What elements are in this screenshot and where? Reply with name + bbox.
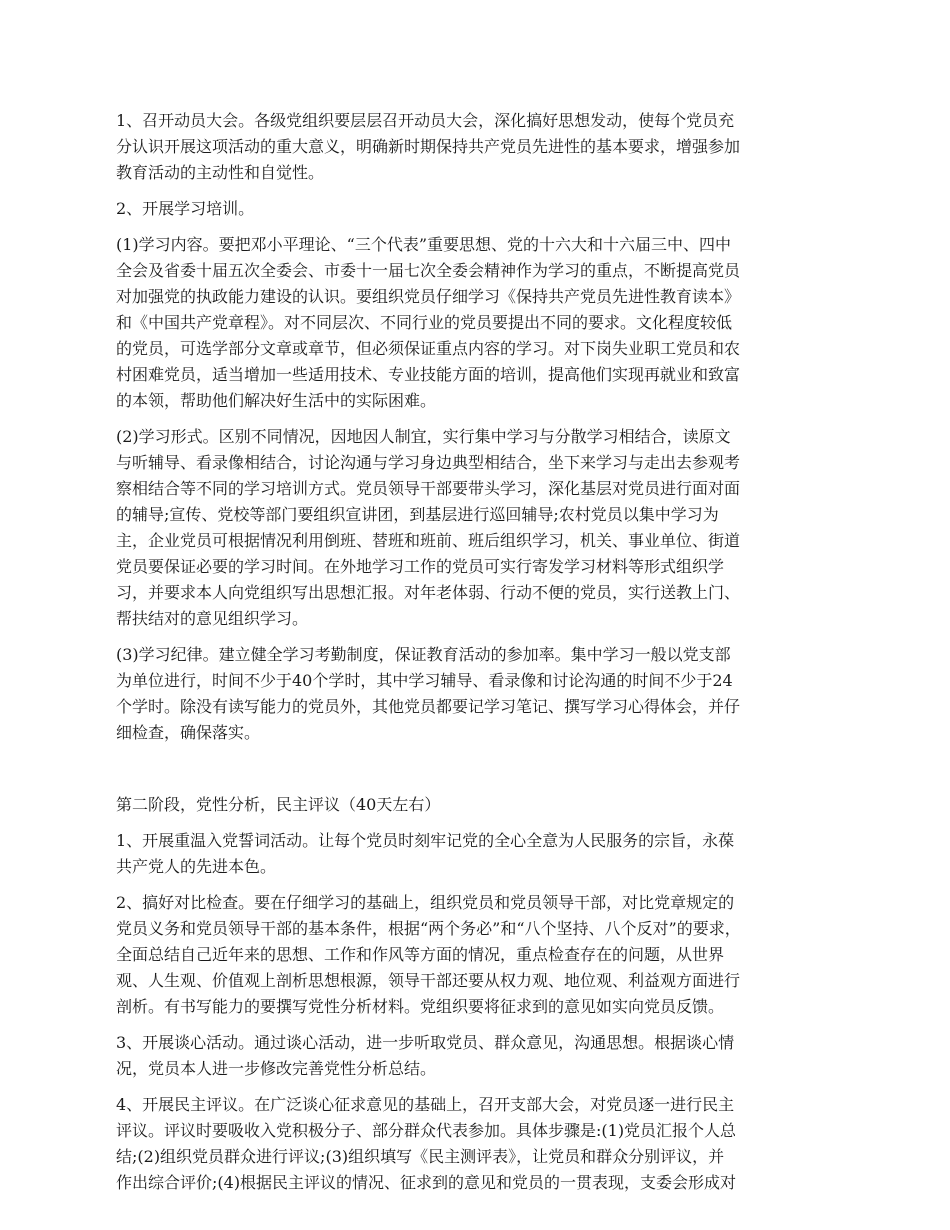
paragraph-study-training-heading (116, 196, 840, 222)
text-line: 结;(2)组织党员群众进行评议;(3)组织填写《民主测评表》，让党员和群众分别评议，并 (116, 1147, 725, 1166)
text-line: 和《中国共产党章程》。对不同层次、不同行业的党员要提出不同的要求。文化程度较低 (116, 313, 733, 332)
paragraph-heart-talk (116, 1030, 840, 1082)
text-line: 党员要保证必要的学习时间。在外地学习工作的党员可实行寄发学习材料等形式组织学 (116, 557, 725, 576)
paragraph-oath-review (116, 828, 840, 880)
text-line: 1、开展重温入党誓词活动。让每个党员时刻牢记党的全心全意为人民服务的宗旨，永葆 (116, 831, 735, 850)
text-line: 的辅导;宣传、党校等部门要组织宣讲团，到基层进行巡回辅导;农村党员以集中学习为 (116, 505, 719, 524)
paragraph-study-format (116, 424, 840, 632)
text-line: 1、召开动员大会。各级党组织要层层召开动员大会，深化搞好思想发动，使每个党员充 (116, 111, 735, 130)
text-line: 作出综合评价;(4)根据民主评议的情况、征求到的意见和党员的一贯表现，支委会形成对 (116, 1173, 737, 1192)
paragraph-study-content (116, 232, 840, 414)
text-line: 帮扶结对的意见组织学习。 (116, 609, 309, 628)
text-line: 4、开展民主评议。在广泛谈心征求意见的基础上，召开支部大会，对党员逐一进行民主 (116, 1095, 735, 1114)
text-line: 察相结合等不同的学习培训方式。党员领导干部要带头学习，深化基层对党员进行面对面 (116, 479, 741, 498)
text-line: 观、人生观、价值观上剖析思想根源，领导干部还要从权力观、地位观、利益观方面进行 (116, 971, 741, 990)
text-line: 对加强党的执政能力建设的认识。要组织党员仔细学习《保持共产党员先进性教育读本》 (116, 287, 741, 306)
text-line: 全面总结自己近年来的思想、工作和作风等方面的情况，重点检查存在的问题，从世界 (116, 945, 725, 964)
document-page (116, 108, 840, 1206)
paragraph-study-discipline (116, 642, 840, 746)
text-line: (2)学习形式。区别不同情况，因地因人制宜，实行集中学习与分散学习相结合，读原文 (116, 427, 731, 446)
text-line: 个学时。除没有读写能力的党员外，其他党员都要记学习笔记、撰写学习心得体会，并仔 (116, 697, 741, 716)
text-line: 况，党员本人进一步修改完善党性分析总结。 (116, 1059, 437, 1078)
text-line: 教育活动的主动性和自觉性。 (116, 163, 325, 182)
text-line: (3)学习纪律。建立健全学习考勤制度，保证教育活动的参加率。集中学习一般以党支部 (116, 645, 731, 664)
text-line: 党员义务和党员领导干部的基本条件，根据“两个务必”和“八个坚持、八个反对”的要求， (116, 919, 741, 938)
text-line: 剖析。有书写能力的要撰写党性分析材料。党组织要将征求到的意见如实向党员反馈。 (116, 997, 725, 1016)
text-line: 与听辅导、看录像相结合，讨论沟通与学习身边典型相结合，坐下来学习与走出去参观考 (116, 453, 741, 472)
text-line: 为单位进行，时间不少于40个学时，其中学习辅导、看录像和讨论沟通的时间不少于24 (116, 671, 733, 690)
text-line: 2、开展学习培训。 (116, 199, 255, 218)
text-line: 2、搞好对比检查。要在仔细学习的基础上，组织党员和党员领导干部，对比党章规定的 (116, 893, 735, 912)
text-line: 3、开展谈心活动。通过谈心活动，进一步听取党员、群众意见，沟通思想。根据谈心情 (116, 1033, 735, 1052)
text-line: 第二阶段，党性分析，民主评议（40天左右） (116, 795, 441, 814)
text-line: 村困难党员，适当增加一些适用技术、专业技能方面的培训，提高他们实现再就业和致富 (116, 365, 741, 384)
section-heading-stage-two (116, 792, 840, 818)
text-line: 主，企业党员可根据情况利用倒班、替班和班前、班后组织学习，机关、事业单位、街道 (116, 531, 741, 550)
text-line: 分认识开展这项活动的重大意义，明确新时期保持共产党员先进性的基本要求，增强参加 (116, 137, 741, 156)
text-line: 全会及省委十届五次全委会、市委十一届七次全委会精神作为学习的重点，不断提高党员 (116, 261, 741, 280)
text-line: (1)学习内容。要把邓小平理论、“三个代表”重要思想、党的十六大和十六届三中、四中 (116, 235, 732, 254)
text-line: 的本领，帮助他们解决好生活中的实际困难。 (116, 391, 437, 410)
paragraph-mobilization-meeting (116, 108, 840, 186)
section-spacer (116, 756, 840, 792)
paragraph-democratic-review (116, 1092, 840, 1196)
text-line: 的党员，可选学部分文章或章节，但必须保证重点内容的学习。对下岗失业职工党员和农 (116, 339, 741, 358)
text-line: 评议。评议时要吸收入党积极分子、部分群众代表参加。具体步骤是:(1)党员汇报个人总 (116, 1121, 737, 1140)
paragraph-comparison-check (116, 890, 840, 1020)
text-line: 共产党人的先进本色。 (116, 857, 277, 876)
text-line: 习，并要求本人向党组织写出思想汇报。对年老体弱、行动不便的党员，实行送教上门、 (116, 583, 741, 602)
text-line: 细检查，确保落实。 (116, 723, 261, 742)
